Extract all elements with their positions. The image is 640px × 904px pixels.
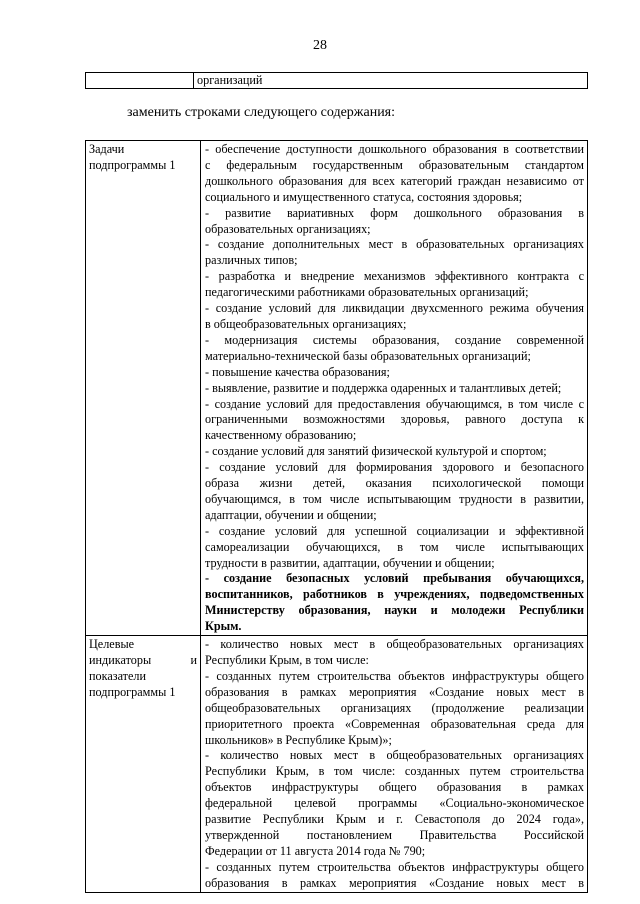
content-line: - созданных путем строительства объектов инфраструктуры общего xyxy=(205,859,584,874)
table-cell-empty xyxy=(86,73,194,89)
content-line: федеральной целевой программы «Социально-экономическое xyxy=(205,796,584,811)
content-line: - создание условий для предоставления обучающимся, в том числе с xyxy=(205,396,584,411)
content-line: - создание условий для успешной социализации и эффективной xyxy=(205,523,584,538)
label-line: показатели xyxy=(89,668,147,683)
content-line: - разработка и внедрение механизмов эффективного контракта с xyxy=(205,269,584,284)
content-line: дошкольного образования для всех категорий граждан независимо от xyxy=(205,173,584,188)
content-line: школьников» в Республике Крым)»; xyxy=(205,732,392,747)
content-line: объектов инфраструктуры общего образования в рамках xyxy=(205,780,584,795)
label-line: подпрограммы 1 xyxy=(89,157,176,172)
content-line: - создание безопасных условий пребывания обучающихся, xyxy=(205,571,584,586)
content-line: - развитие вариативных форм дошкольного образования в xyxy=(205,205,584,220)
content-line: социального и имущественного статуса, состояния здоровья; xyxy=(205,189,523,204)
table-row-tasks xyxy=(86,141,588,636)
row-label-tasks xyxy=(86,141,201,636)
content-line: трудности в развитии, адаптации, обучении и общении; xyxy=(205,555,495,570)
content-line: с федеральным государственным образовательным стандартом xyxy=(205,157,584,172)
content-line: образования в рамках мероприятия «Создание новых мест в xyxy=(205,875,584,890)
content-line: утвержденной постановлением Правительства Российской xyxy=(205,827,584,842)
content-line: ограниченными возможностями здоровья, равного доступа к xyxy=(205,412,584,427)
content-line: - создание дополнительных мест в образовательных организациях xyxy=(205,237,584,252)
table-cell-text: организаций xyxy=(194,73,588,89)
content-line: - обеспечение доступности дошкольного образования в соответствии xyxy=(205,142,584,156)
content-line: общеобразовательных организациях (продолжение реализации xyxy=(205,700,584,715)
content-line: Республики Крым, в том числе: xyxy=(205,653,369,667)
content-line: - количество новых мест в общеобразовательных организациях xyxy=(205,748,584,763)
content-line: - создание условий для занятий физической культурой и спортом; xyxy=(205,444,547,459)
content-line: - создание условий для формирования здорового и безопасного xyxy=(205,460,584,475)
content-line: педагогическими работниками образовательных организаций; xyxy=(205,285,529,300)
row-content-tasks xyxy=(201,141,588,636)
content-line: адаптации, обучении и общении; xyxy=(205,507,377,522)
content-line: - повышение качества образования; xyxy=(205,364,390,379)
table-row xyxy=(86,73,588,89)
previous-table-fragment xyxy=(85,72,588,89)
content-line: - выявление, развитие и поддержка одаренных и талантливых детей; xyxy=(205,380,562,395)
content-line: - модернизация системы образования, создание современной xyxy=(205,332,584,347)
content-line: - количество новых мест в общеобразовательных организациях xyxy=(205,637,584,652)
content-line: - созданных путем строительства объектов инфраструктуры общего xyxy=(205,668,584,683)
content-line: Крым. xyxy=(205,619,242,634)
table-row-indicators xyxy=(86,636,588,893)
label-line: Задачи xyxy=(89,142,125,156)
content-line: самореализации обучающихся, в том числе испытывающих xyxy=(205,539,584,554)
row-content-indicators xyxy=(201,636,588,893)
content-line: образа жизни детей, оказания психологической помощи xyxy=(205,476,584,491)
subprogram-table xyxy=(85,140,588,893)
label-line: подпрограммы 1 xyxy=(89,684,176,699)
content-line: обучающимся, в том числе испытывающим трудности в развитии, xyxy=(205,491,584,506)
content-line: качественному образованию; xyxy=(205,428,357,443)
content-line: образования в рамках мероприятия «Создание новых мест в xyxy=(205,684,584,699)
content-line: - создание условий для ликвидации двухсменного режима обучения xyxy=(205,301,584,316)
label-line: Целевые xyxy=(89,637,135,652)
row-label-indicators xyxy=(86,636,201,893)
content-line: приоритетного проекта «Современная образовательная среда для xyxy=(205,716,584,731)
replacement-instruction: заменить строками следующего содержания: xyxy=(127,105,396,120)
content-line: Министерству образования, науки и молодежи Республики xyxy=(205,603,584,618)
content-line: в общеобразовательных организациях; xyxy=(205,316,407,331)
page-number: 28 xyxy=(313,38,327,53)
content-line: развитие Республики Крым и г. Севастополя до 2024 года», xyxy=(205,812,584,827)
content-line: Федерации от 11 августа 2014 года № 790; xyxy=(205,843,426,858)
content-line: воспитанников, работников в учреждениях, подведомственных xyxy=(205,587,584,602)
content-line: различных типов; xyxy=(205,253,298,268)
content-line: материально-технической базы образовательных организаций; xyxy=(205,348,531,363)
content-line: образовательных организациях; xyxy=(205,221,371,236)
content-line: Республики Крым, в том числе: созданных путем строительства xyxy=(205,764,584,779)
label-line: индикаторы и xyxy=(89,653,197,667)
